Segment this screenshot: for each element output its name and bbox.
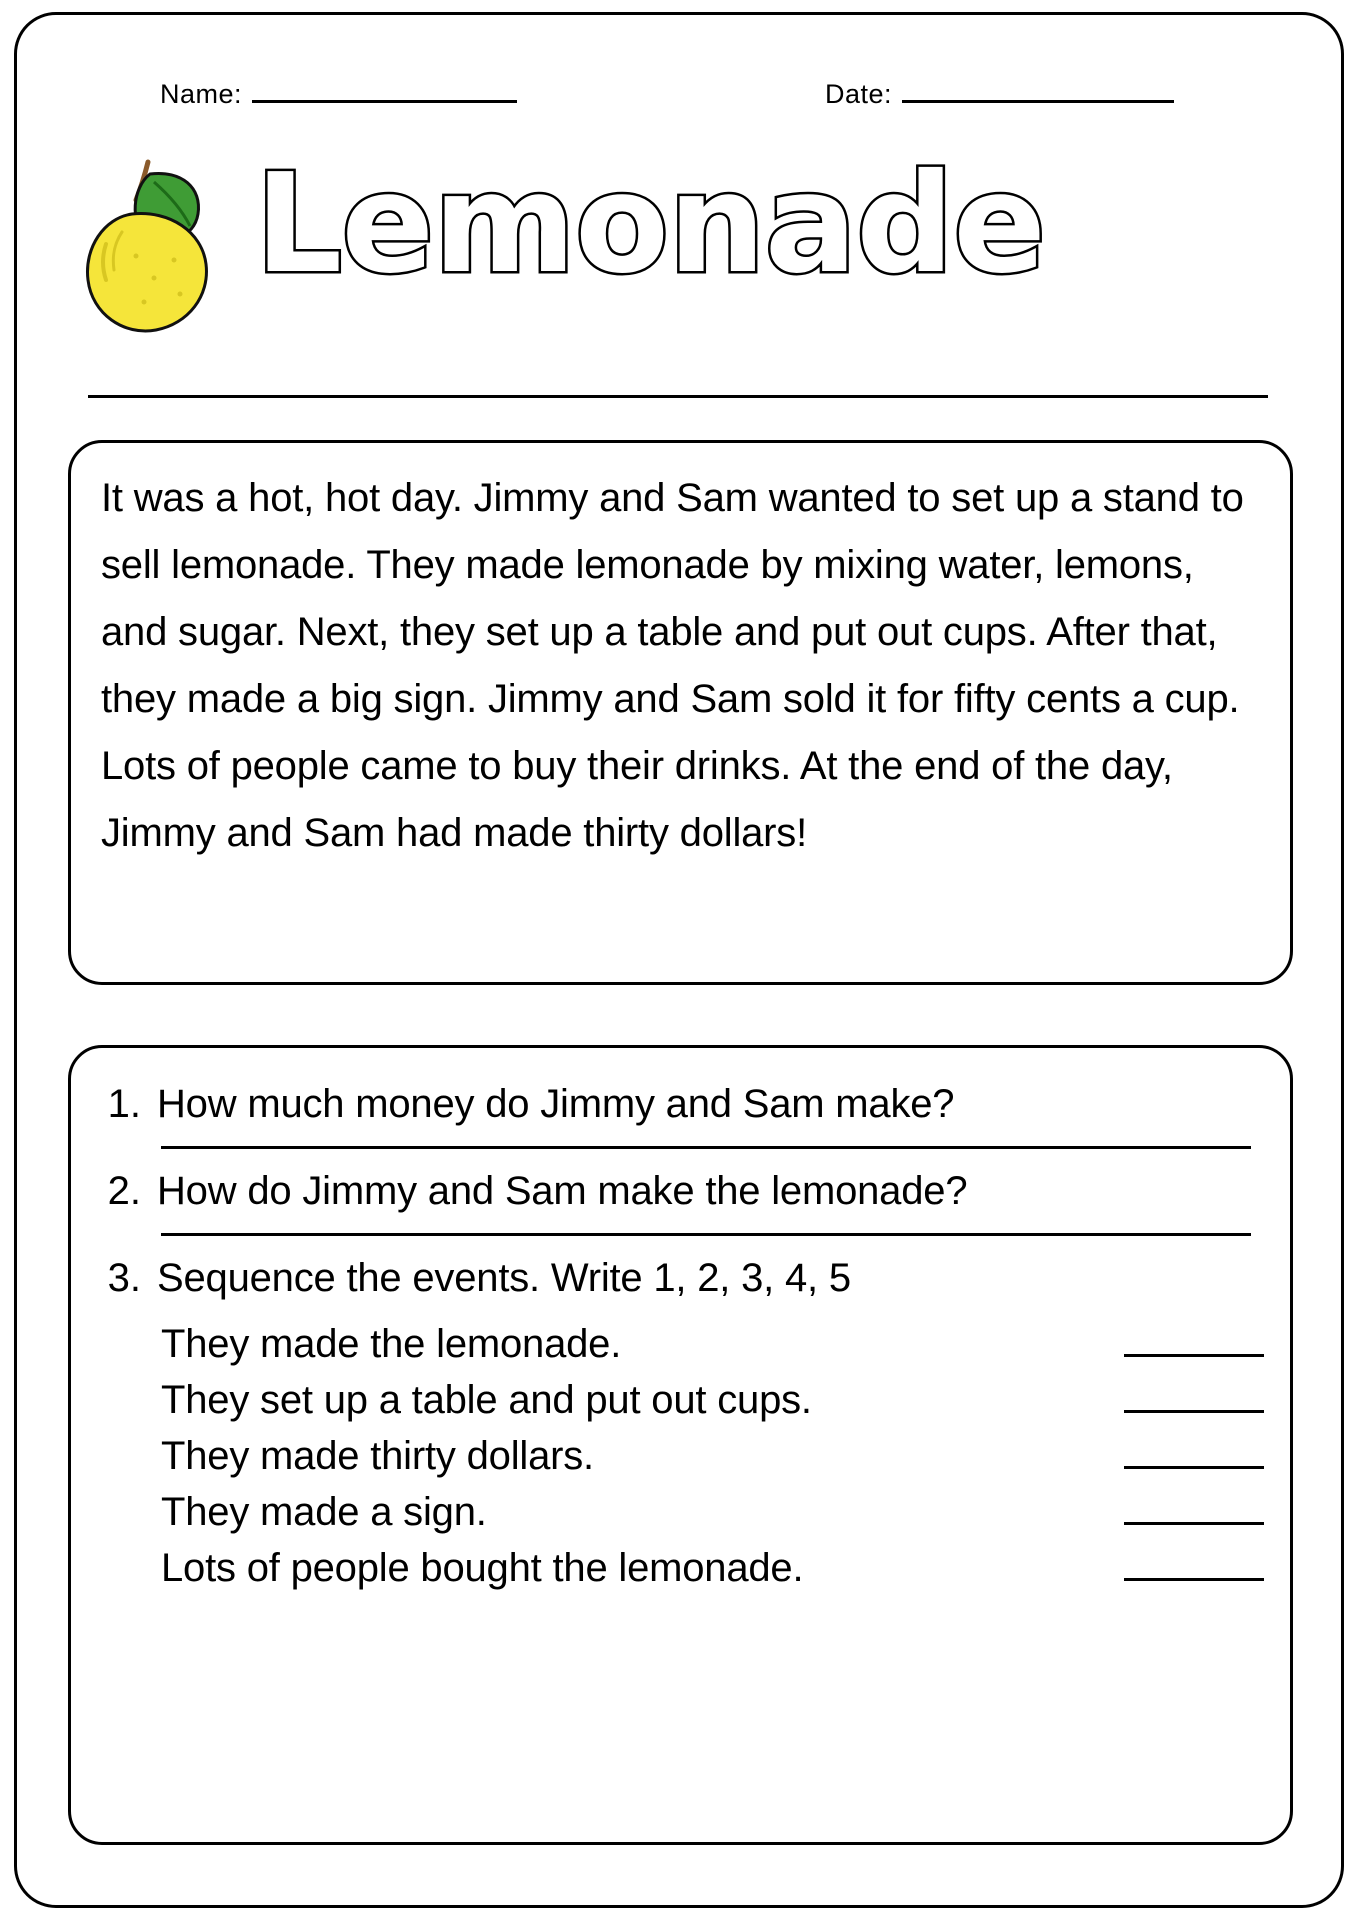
question-1 [97,1076,1264,1132]
sequence-item [161,1424,1264,1480]
question-1-number: 1. [107,1082,141,1126]
name-label: Name: [160,79,243,109]
question-2-text: How do Jimmy and Sam make the lemonade? [157,1169,968,1213]
questions-box [68,1045,1293,1845]
question-2 [97,1163,1264,1219]
lemon-icon [70,152,240,342]
sequence-item-blank[interactable] [1124,1368,1264,1413]
question-2-number: 2. [107,1169,141,1213]
sequence-item-label: They made thirty dollars. [161,1434,594,1478]
question-3-text: Sequence the events. Write 1, 2, 3, 4, 5 [157,1256,851,1300]
answer-line-1[interactable] [161,1146,1251,1149]
question-3 [97,1250,1264,1306]
sequence-item-blank[interactable] [1124,1312,1264,1357]
sequence-item-blank[interactable] [1124,1424,1264,1469]
question-3-number: 3. [107,1256,141,1300]
name-field-group [160,78,517,110]
sequence-item-blank[interactable] [1124,1480,1264,1525]
passage-text: It was a hot, hot day. Jimmy and Sam wanted to set up a stand to sell lemonade. They made lemonade by mixing water, lemons, and sugar. Next, they set up a table and put out cups. After that, they made a big sign. Jimmy and Sam sold it for fifty cents a cup. Lots of people came to buy their drinks. At the end of the day, Jimmy and Sam had made thirty dollars! [101,476,1244,855]
date-field-group [825,78,1174,110]
sequence-item [161,1536,1264,1592]
sequence-item [161,1312,1264,1368]
answer-line-2[interactable] [161,1233,1251,1236]
sequence-item-label: They set up a table and put out cups. [161,1378,812,1422]
name-date-row [160,78,1200,124]
title-row [70,140,1270,340]
sequence-item [161,1480,1264,1536]
sequence-item-label: Lots of people bought the lemonade. [161,1546,804,1590]
title-divider [88,395,1268,398]
sequence-item [161,1368,1264,1424]
page-title: Lemonade [255,145,1046,304]
sequence-item-label: They made the lemonade. [161,1322,622,1366]
date-input-line[interactable] [902,78,1174,103]
passage-box [68,440,1293,985]
sequence-item-label: They made a sign. [161,1490,487,1534]
sequence-list [161,1312,1264,1592]
sequence-item-blank[interactable] [1124,1536,1264,1581]
date-label: Date: [825,79,893,109]
question-1-text: How much money do Jimmy and Sam make? [157,1082,955,1126]
name-input-line[interactable] [252,78,517,103]
